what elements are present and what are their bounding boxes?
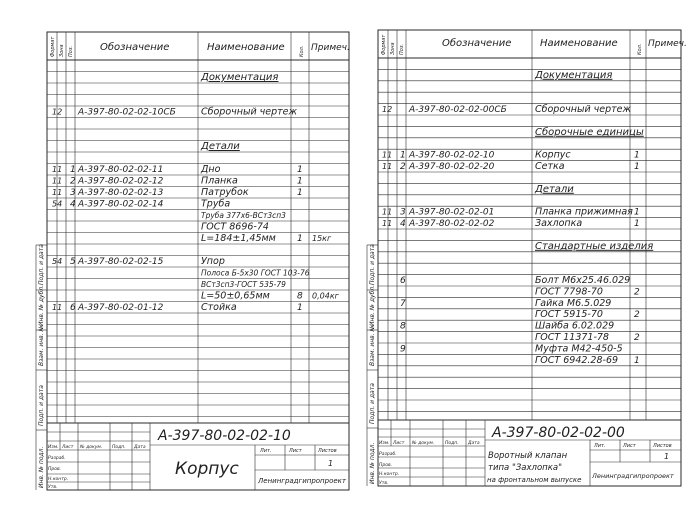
left-sheet-row-pos: 3 bbox=[70, 188, 76, 198]
left-sheet-row-fmt: 11 bbox=[52, 165, 63, 174]
left-sheet-row-fmt: 12 bbox=[52, 107, 63, 117]
left-sheet-row-fmt: 54 bbox=[52, 257, 63, 266]
right-tb-lit: Лит. bbox=[594, 443, 606, 449]
right-tb-role-list: Лист bbox=[393, 441, 405, 446]
left-side-label-4: Инв. № подл. bbox=[38, 446, 45, 488]
right-tb-role-razrab: Разраб. bbox=[379, 452, 397, 457]
right-hdr-designation: Обозначение bbox=[442, 38, 512, 49]
right-sheet-row-pos: 4 bbox=[400, 219, 406, 229]
left-side-label-3: Подп. и дата bbox=[38, 385, 45, 426]
right-sheet-row-designation: А-397-80-02-02-02 bbox=[409, 219, 495, 229]
right-sheet-row-designation: А-397-80-02-02-00СБ bbox=[409, 105, 507, 115]
left-sheet-row-qty: 1 bbox=[297, 303, 303, 313]
right-sheet-row-name: Захлопка bbox=[535, 218, 583, 229]
left-sheet-row-fmt: 11 bbox=[52, 176, 63, 186]
right-sheet-row-pos: 6 bbox=[400, 276, 406, 286]
right-sheet-row-qty: 1 bbox=[634, 207, 640, 218]
left-hdr-pos: Поз. bbox=[68, 45, 74, 57]
left-hdr-zone: Зона bbox=[59, 44, 65, 57]
right-tb-sheets-count: 1 bbox=[664, 452, 670, 461]
right-sheet-row-fmt: 11 bbox=[382, 207, 393, 217]
left-hdr-qty: Кол. bbox=[299, 45, 305, 57]
right-hdr-format: Формат bbox=[381, 34, 387, 55]
right-tb-role-nkontr: Н.контр. bbox=[379, 472, 400, 477]
left-sheet-row-note: 15кг bbox=[312, 234, 332, 243]
right-sheet-row-name: Планка прижимная bbox=[535, 206, 633, 218]
right-sheet-row-designation: А-397-80-02-02-01 bbox=[409, 207, 495, 218]
right-frame bbox=[378, 30, 681, 486]
right-sheet-row-name: Муфта М42-450-5 bbox=[535, 343, 623, 355]
left-tb-role-izm: Изм. bbox=[48, 445, 59, 450]
right-hdr-qty: Кол. bbox=[637, 43, 643, 55]
right-sheet-row-name: Сетка bbox=[535, 161, 565, 172]
right-tb-org: Ленинградгипропроект bbox=[592, 472, 674, 480]
right-sheet-row-fmt: 11 bbox=[382, 219, 393, 228]
left-sheet-row-designation: А-397-80-02-02-14 bbox=[78, 199, 164, 210]
left-tb-sheet: Лист bbox=[289, 448, 302, 454]
left-sheet-row-name: L=50±0,65мм bbox=[201, 290, 270, 302]
right-sheet-row-name: ГОСТ 5915-70 bbox=[535, 309, 603, 321]
right-sheet-row-qty: 2 bbox=[634, 287, 640, 298]
left-sheet-row-qty: 1 bbox=[297, 234, 303, 244]
left-sheet-row-designation: А-397-80-02-01-12 bbox=[78, 303, 164, 313]
right-tb-role-utv: Утв. bbox=[379, 481, 389, 486]
right-sheet-row-pos: 9 bbox=[400, 344, 406, 355]
right-sheet-row-qty: 1 bbox=[634, 219, 640, 229]
right-tb-role-sign: Подп. bbox=[445, 441, 459, 446]
right-sheet bbox=[367, 30, 687, 486]
right-hdr-note: Примеч. bbox=[648, 39, 687, 49]
left-sheet-row-pos: 2 bbox=[70, 176, 76, 187]
left-hdr-name: Наименование bbox=[207, 42, 285, 53]
right-sheet-row-pos: 2 bbox=[400, 162, 406, 172]
left-hdr-format: Формат bbox=[50, 36, 56, 57]
right-hdr-pos: Поз. bbox=[399, 43, 405, 55]
left-sheet-row-fmt: 11 bbox=[52, 303, 63, 312]
left-sheet-row-fmt: 54 bbox=[52, 199, 63, 209]
left-sheet-row-name: L=184±1,45мм bbox=[201, 233, 276, 244]
left-side-label-2: Взам. инв. № bbox=[38, 325, 45, 366]
right-tb-role-date: Дата bbox=[468, 441, 480, 446]
left-sheet-row-pos: 5 bbox=[70, 257, 76, 267]
right-tb-role-doc: № докум. bbox=[412, 441, 435, 446]
left-sheet-row-name: Патрубок bbox=[201, 187, 249, 198]
left-tb-sheets: Листов bbox=[318, 448, 337, 454]
right-sheet-row-qty: 2 bbox=[634, 333, 640, 343]
right-sheet-row-pos: 1 bbox=[400, 150, 406, 161]
right-tb-role-izm: Изм. bbox=[379, 441, 390, 446]
right-hdr-zone: Зона bbox=[390, 42, 396, 55]
right-tb-code: А-397-80-02-02-00 bbox=[492, 425, 625, 441]
right-sheet-row-designation: А-397-80-02-02-10 bbox=[409, 150, 495, 161]
left-tb-sheets-count: 1 bbox=[328, 459, 334, 468]
right-sheet-row-pos: 8 bbox=[400, 321, 406, 332]
left-sheet-row-pos: 1 bbox=[70, 165, 76, 175]
right-sheet-row-name: Болт М6х25.46.029 bbox=[535, 275, 631, 286]
left-hdr-note: Примеч. bbox=[311, 43, 350, 53]
right-side-label-2: Взам. инв. № bbox=[369, 325, 376, 366]
left-sheet-row-name: Детали bbox=[201, 141, 240, 152]
left-sheet-row-qty: 1 bbox=[297, 165, 303, 175]
right-sheet-row-name: Шайба 6.02.029 bbox=[535, 320, 615, 332]
left-sheet-row-qty: 1 bbox=[297, 176, 303, 187]
left-sheet-row-designation: А-397-80-02-02-10СБ bbox=[78, 107, 176, 118]
right-sheet-row-name: ГОСТ 11371-78 bbox=[535, 332, 609, 343]
right-side-label-3: Подп. и дата bbox=[369, 383, 376, 424]
left-sheet-row-name: Документация bbox=[201, 72, 279, 83]
left-tb-role-doc: № докум. bbox=[80, 445, 103, 450]
right-sheet-row-name: Корпус bbox=[535, 149, 571, 161]
right-sheet-row-qty: 1 bbox=[634, 150, 640, 161]
right-side-label-4: Инв. № подл. bbox=[369, 442, 376, 484]
right-tb-sheets: Листов bbox=[653, 443, 672, 449]
left-sheet-row-designation: А-397-80-02-02-13 bbox=[78, 188, 164, 198]
right-tb-title-3: на фронтальном выпуске bbox=[487, 476, 582, 484]
right-sheet-row-name: Гайка М6.5.029 bbox=[535, 297, 612, 309]
left-sheet-row-designation: А-397-80-02-02-12 bbox=[78, 176, 164, 187]
right-hdr-name: Наименование bbox=[540, 38, 618, 49]
right-sheet-row-name: Документация bbox=[535, 69, 613, 81]
left-sheet-row-name: Упор bbox=[201, 256, 225, 267]
right-tb-title-1: Воротный клапан bbox=[488, 451, 568, 461]
left-sheet-row-name: Труба 377х6-ВСт3сп3 bbox=[201, 211, 286, 220]
left-tb-role-nkontr: Н.контр. bbox=[48, 477, 69, 482]
left-tb-lit: Лит. bbox=[260, 448, 272, 454]
right-sheet-row-qty: 1 bbox=[634, 355, 640, 366]
left-sheet-row-qty: 8 bbox=[297, 291, 303, 302]
left-sheet-row-designation: А-397-80-02-02-11 bbox=[78, 165, 164, 175]
left-sheet-row-name: Труба bbox=[201, 198, 231, 210]
left-tb-role-date: Дата bbox=[134, 445, 146, 450]
right-sheet-row-fmt: 11 bbox=[382, 150, 393, 160]
left-sheet-row-name: ВСт3сп3-ГОСТ 535-79 bbox=[201, 280, 286, 289]
left-sheet-row-pos: 6 bbox=[70, 303, 76, 313]
right-sheet-row-pos: 3 bbox=[400, 207, 406, 218]
left-tb-title: Корпус bbox=[175, 459, 239, 479]
right-side-label-0: Подп. и дата bbox=[369, 244, 376, 285]
right-tb-title-2: типа "Захлопка" bbox=[488, 463, 562, 473]
right-sheet-row-qty: 1 bbox=[634, 162, 640, 172]
right-sheet-row-pos: 7 bbox=[400, 298, 406, 309]
left-tb-role-list: Лист bbox=[62, 445, 74, 450]
left-sheet bbox=[36, 32, 350, 490]
right-tb-role-prov: Пров. bbox=[379, 463, 393, 468]
right-sheet-row-qty: 2 bbox=[634, 310, 640, 321]
left-tb-org: Ленинградгипропроект bbox=[258, 477, 346, 485]
left-hdr-designation: Обозначение bbox=[100, 42, 170, 53]
right-sheet-row-name: Сборочный чертеж bbox=[535, 104, 632, 115]
left-sheet-row-pos: 4 bbox=[70, 199, 76, 210]
right-tb-sheet: Лист bbox=[623, 443, 636, 449]
left-side-label-1: Инв. № дубл. bbox=[38, 284, 45, 326]
left-sheet-row-name: Планка bbox=[201, 175, 238, 187]
left-side-label-0: Подп. и дата bbox=[38, 244, 45, 285]
right-side-label-1: Инв. № дубл. bbox=[369, 284, 376, 326]
left-tb-role-sign: Подп. bbox=[112, 445, 126, 450]
left-sheet-row-qty: 1 bbox=[297, 188, 303, 198]
left-sheet-row-name: Полоса Б-5х30 ГОСТ 103-76 bbox=[201, 268, 310, 278]
right-sheet-row-fmt: 12 bbox=[382, 105, 393, 114]
left-sheet-row-note: 0,04кг bbox=[312, 291, 339, 301]
right-sheet-row-fmt: 11 bbox=[382, 162, 393, 171]
left-sheet-row-name: Сборочный чертеж bbox=[201, 106, 298, 118]
left-tb-role-utv: Утв. bbox=[48, 485, 58, 490]
left-sheet-row-designation: А-397-80-02-02-15 bbox=[78, 257, 164, 267]
left-tb-role-prov: Пров. bbox=[48, 467, 62, 472]
right-sheet-row-designation: А-397-80-02-02-20 bbox=[409, 162, 495, 172]
right-sheet-row-name: Детали bbox=[535, 183, 574, 195]
right-sheet-row-name: Сборочные единицы bbox=[535, 126, 644, 138]
left-sheet-row-name: Дно bbox=[201, 164, 221, 175]
left-tb-role-razrab: Разраб. bbox=[48, 456, 66, 461]
left-sheet-row-fmt: 11 bbox=[52, 188, 63, 197]
left-tb-code: А-397-80-02-02-10 bbox=[158, 428, 291, 444]
left-sheet-row-name: ГОСТ 8696-74 bbox=[201, 221, 269, 233]
left-sheet-row-name: Стойка bbox=[201, 302, 237, 313]
right-sheet-row-name: ГОСТ 6942.28-69 bbox=[535, 354, 619, 366]
right-sheet-row-name: Стандартные изделия bbox=[535, 240, 654, 252]
right-sheet-row-name: ГОСТ 7798-70 bbox=[535, 286, 603, 298]
